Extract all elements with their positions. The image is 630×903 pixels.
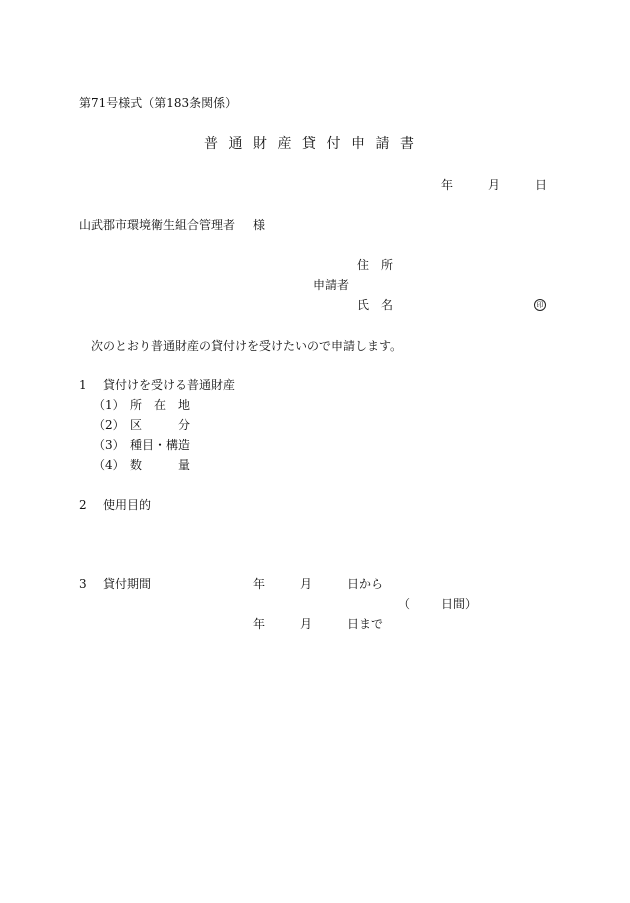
page-title: 普通財産貸付申請書 [204, 136, 425, 152]
item-label: 貸付けを受ける普通財産 [103, 378, 236, 392]
period-from-year: 年 [253, 577, 266, 591]
item-number: 3 [79, 577, 87, 591]
addressee-honorific: 様 [253, 218, 266, 232]
applicant-label: 申請者 [313, 278, 350, 292]
sub-item-number: （3） [93, 438, 125, 452]
item-number: 2 [79, 498, 87, 512]
date-year: 年 [441, 178, 454, 192]
sub-item-number: （2） [93, 418, 125, 432]
sub-item-label: 区 分 [130, 418, 191, 432]
period-to-day: 日まで [347, 617, 384, 631]
period-from-month: 月 [300, 577, 313, 591]
sub-item-number: （1） [93, 398, 125, 412]
sub-item-number: （4） [93, 458, 125, 472]
period-days-open: （ [398, 597, 411, 611]
addressee-name: 山武郡市環境衛生組合管理者 [79, 218, 236, 232]
intro-text: 次のとおり普通財産の貸付けを受けたいので申請します。 [91, 339, 403, 353]
item-label: 使用目的 [103, 498, 152, 512]
sub-item-label: 種目・構造 [130, 438, 191, 452]
date-month: 月 [488, 178, 501, 192]
name-label: 氏 名 [357, 298, 394, 312]
form-number: 第71号様式（第183条関係） [79, 96, 238, 110]
period-to-month: 月 [300, 617, 313, 631]
date-day: 日 [535, 178, 548, 192]
item-number: 1 [79, 378, 87, 392]
sub-item-label: 数 量 [130, 458, 191, 472]
seal-mark: 印 [534, 299, 546, 311]
item-label: 貸付期間 [103, 577, 152, 591]
address-label: 住 所 [357, 258, 394, 272]
period-from-day: 日から [347, 577, 384, 591]
period-to-year: 年 [253, 617, 266, 631]
period-days-label: 日間） [441, 597, 478, 611]
sub-item-label: 所 在 地 [130, 398, 191, 412]
